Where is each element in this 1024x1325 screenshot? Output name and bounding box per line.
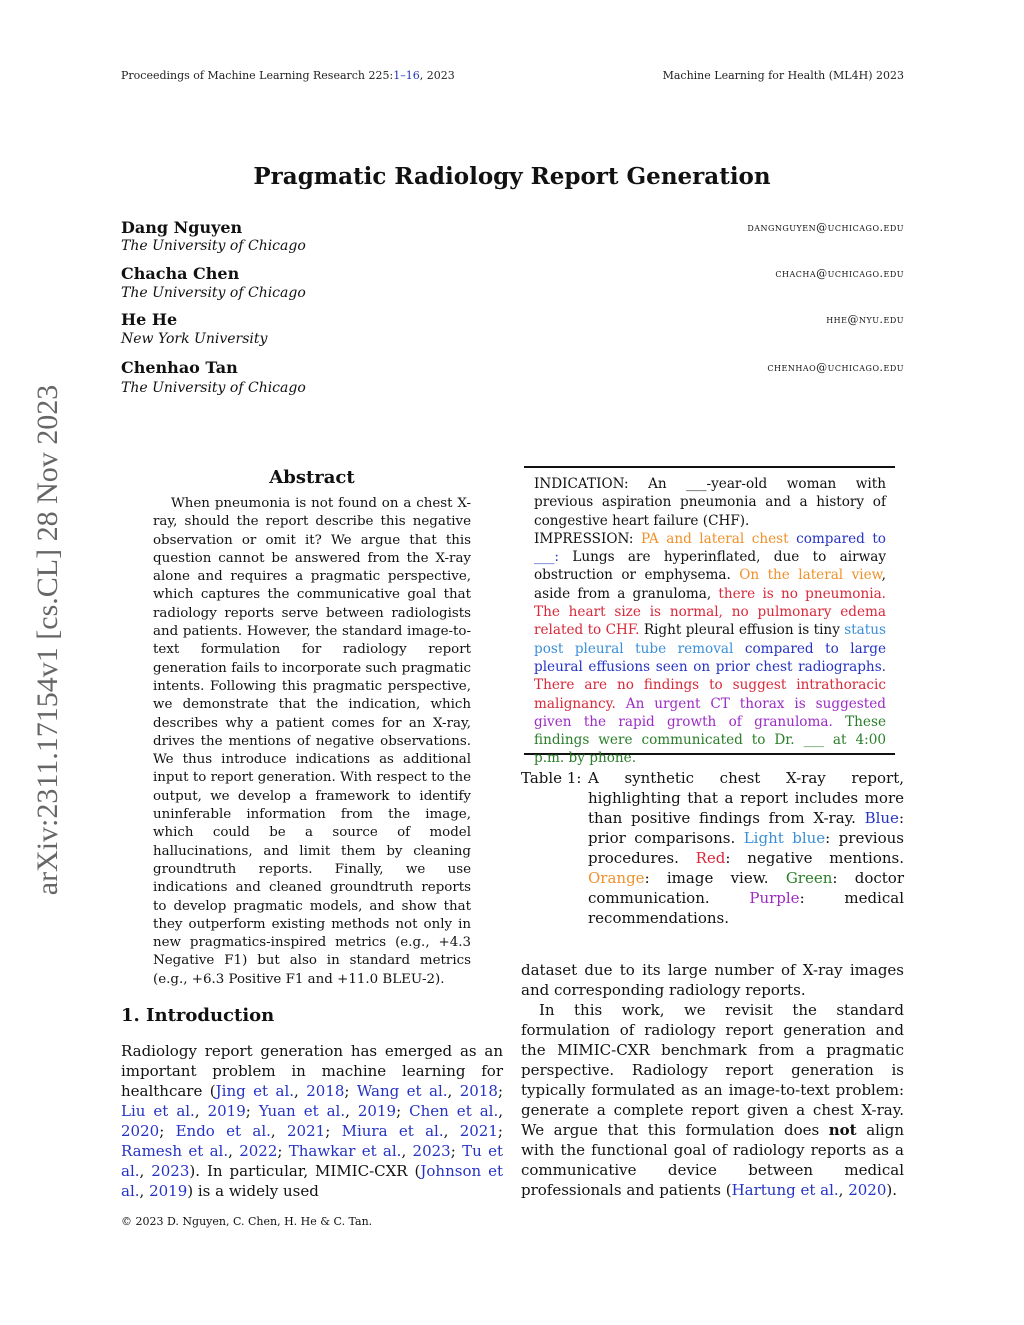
citation-link[interactable]: 2020 — [848, 1181, 887, 1199]
citation-link[interactable]: 2019 — [357, 1102, 397, 1120]
prior-comparison-segment: compared to large pleural effusions seen on prior chest radiographs. — [534, 640, 886, 675]
negative-mention-segment: There are no findings to suggest intrathoracic malignancy. — [534, 677, 886, 712]
author-email[interactable]: hhe@nyu.edu — [826, 313, 904, 326]
author-affiliation: The University of Chicago — [121, 380, 306, 396]
citation-link[interactable]: Tu et al. — [121, 1142, 503, 1180]
copyright-notice: © 2023 D. Nguyen, C. Chen, H. He & C. Tan. — [121, 1215, 373, 1228]
author-name: He He — [121, 310, 178, 329]
citation-link[interactable]: 2021 — [459, 1122, 498, 1140]
synthetic-report-table — [524, 466, 895, 767]
abstract-heading: Abstract — [269, 467, 355, 488]
author-email[interactable]: chenhao@uchicago.edu — [767, 361, 904, 374]
citation-link[interactable]: Chen et al. — [409, 1102, 499, 1120]
citation-link[interactable]: 2019 — [207, 1102, 246, 1120]
report-impression: IMPRESSION: PA and lateral chest compared to ___: Lungs are hyperinflated, due to airway obstruction or emphysema. On the lateral view, aside from a granuloma, there is no pneumonia. The heart size is normal, no pulmonary edema related to CHF. Right pleural effusion is tiny status post pleural tube removal compared to large pleural effusions seen on prior chest radiographs. There are no findings to suggest intrathoracic malignancy. An urgent CT thorax is suggested given the rapid growth of granuloma. These findings were communicated to Dr. ___ at 4:00 p.m. by phone. — [534, 530, 886, 767]
citation-link[interactable]: Endo et al. — [175, 1122, 271, 1140]
citation-link[interactable]: Liu et al. — [121, 1102, 195, 1120]
caption-text: A synthetic chest X-ray report, highlighting that a report includes more than positive findings from X-ray. Blue: prior comparisons. Light blue: previous procedures. Red: negative mentions. Orange: image view. Green: doctor communication. Purple: medical recommendations. — [588, 769, 904, 927]
image-view-segment: On the lateral view — [739, 567, 882, 584]
page-range-link[interactable]: 1–16 — [393, 69, 420, 82]
citation-link[interactable]: Ramesh et al. — [121, 1142, 229, 1160]
previous-procedure-segment: status post pleural tube removal — [534, 622, 886, 657]
running-header-right: Machine Learning for Health (ML4H) 2023 — [662, 69, 904, 82]
author-affiliation: New York University — [121, 331, 268, 347]
report-text — [534, 475, 886, 768]
report-indication: INDICATION: An ___-year-old woman with previous aspiration pneumonia and a history of congestive heart failure (CHF). — [534, 476, 886, 529]
citation-link[interactable]: Johnson et al. — [121, 1162, 503, 1200]
table-caption — [521, 768, 904, 928]
citation-link[interactable]: 2019 — [149, 1182, 188, 1200]
citation-link[interactable]: Yuan et al. — [258, 1102, 346, 1120]
introduction-paragraph: Radiology report generation has emerged as an important problem in machine learning for healthcare (Jing et al., 2018; Wang et al., 2018; Liu et al., 2019; Yuan et al., 2019; Chen et al., 2020; Endo et al., 2021; Miura et al., 2021; Ramesh et al., 2022; Thawkar et al., 2023; Tu et al., 2023). In particular, MIMIC-CXR (Johnson et al., 2019) is a widely used — [121, 1042, 504, 1200]
prior-comparison-segment: compared to ___: — [534, 530, 886, 566]
citation-link[interactable]: Miura et al. — [341, 1122, 444, 1140]
right-column-body — [521, 960, 904, 1200]
paragraph: In this work, we revisit the standard formulation of radiology report generation and the MIMIC-CXR benchmark from a pragmatic perspective. Radiology report generation is typically formulated as an image-to-text problem: generate a complete report given a chest X-ray. We argue that this formulation does not align with the functional goal of radiology reports as a communicative device between medical professionals and patients (Hartung et al., 2020). — [521, 1001, 904, 1199]
citation-link[interactable]: 2018 — [306, 1082, 345, 1100]
author-affiliation: The University of Chicago — [121, 285, 306, 301]
image-view-segment: PA and lateral chest — [641, 530, 789, 547]
citation-link[interactable]: Thawkar et al. — [288, 1142, 402, 1160]
citation-link[interactable]: 2023 — [412, 1142, 451, 1160]
recommendation-segment: An urgent CT thorax is suggested given the rapid growth of granuloma. — [534, 695, 886, 730]
author-affiliation: The University of Chicago — [121, 238, 306, 254]
citation-link[interactable]: Wang et al. — [356, 1082, 448, 1100]
running-header-left: Proceedings of Machine Learning Research 225:1–16, 2023 — [121, 69, 455, 82]
citation-link[interactable]: 2020 — [121, 1122, 160, 1140]
citation-link[interactable]: 2021 — [287, 1122, 326, 1140]
citation-link[interactable]: Hartung et al. — [731, 1181, 839, 1199]
citation-link[interactable]: Jing et al. — [215, 1082, 295, 1100]
section-heading-introduction: 1. Introduction — [121, 1005, 275, 1026]
author-email[interactable]: chacha@uchicago.edu — [775, 267, 904, 280]
author-name: Chacha Chen — [121, 264, 240, 283]
citation-link[interactable]: 2023 — [151, 1162, 190, 1180]
citation-link[interactable]: 2018 — [459, 1082, 498, 1100]
paper-title: Pragmatic Radiology Report Generation — [253, 163, 771, 190]
caption-label: Table 1: — [521, 769, 582, 787]
author-email[interactable]: dangnguyen@uchicago.edu — [747, 221, 904, 234]
doctor-communication-segment: These findings were communicated to Dr. ___ at 4:00 p.m. by phone. — [534, 713, 886, 767]
arxiv-identifier: arXiv:2311.17154v1 [cs.CL] 28 Nov 2023 — [31, 384, 64, 896]
citation-link[interactable]: 2022 — [239, 1142, 278, 1160]
author-name: Dang Nguyen — [121, 218, 243, 237]
abstract-body: When pneumonia is not found on a chest X-ray, should the report describe this negative observation or omit it? We argue that this question cannot be answered from the X-ray alone and requires a pragmatic perspective, which captures the communicative goal that radiology reports serve between radiologists and patients. However, the standard image-to-text formulation for radiology report generation fails to incorporate such pragmatic intents. Following this pragmatic perspective, we demonstrate that the indication, which describes why a patient comes for an X-ray, drives the mentions of negative observations. We thus introduce indications as additional input to report generation. With respect to the output, we develop a framework to identify uninferable information from the image, which could be a source of model hallucinations, and limit them by cleaning groundtruth reports. Finally, we use indications and cleaned groundtruth reports to develop pragmatic models, and show that they outperform existing methods not only in new pragmatics-inspired metrics (e.g., +4.3 Negative F1) but also in standard metrics (e.g., +6.3 Positive F1 and +11.0 BLEU-2). — [153, 496, 471, 987]
author-name: Chenhao Tan — [121, 358, 238, 377]
paragraph: dataset due to its large number of X-ray images and corresponding radiology reports. — [521, 961, 904, 999]
negative-mention-segment: there is no pneumonia. The heart size is normal, no pulmonary edema related to CHF. — [534, 585, 886, 639]
